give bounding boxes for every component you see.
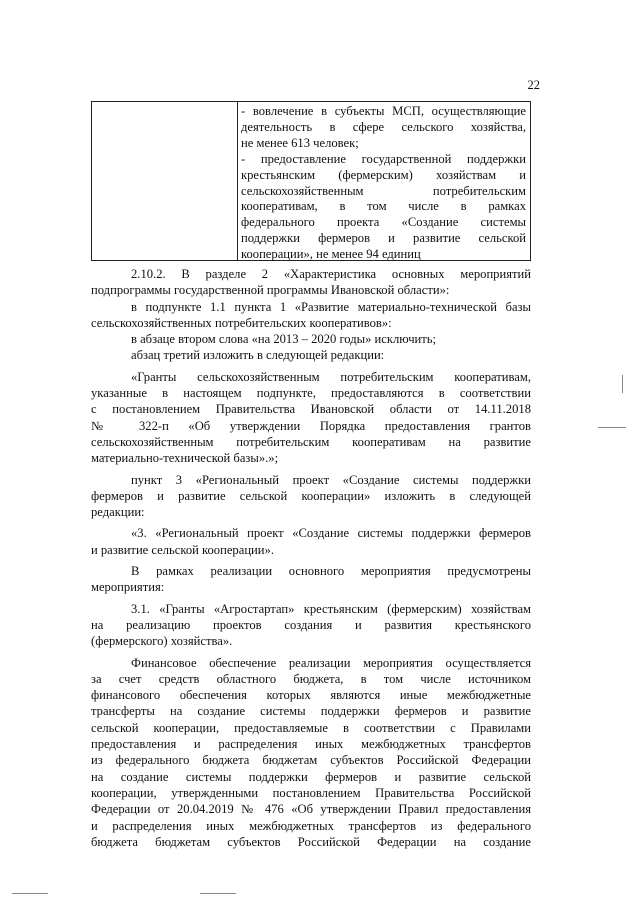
text-line: пункт 3 «Региональный проект «Создание системы поддержки	[131, 472, 531, 487]
table-line: кооперативам, в том числе в рамках	[241, 199, 526, 214]
table-line: поддержки фермеров и развитие сельской	[241, 231, 526, 246]
table-line: - предоставление государственной поддержки	[241, 151, 526, 166]
table-line: не менее 613 человек;	[241, 135, 359, 150]
text-line: 2.10.2. В разделе 2 «Характеристика основных мероприятий	[131, 267, 531, 281]
text-line: трансферты на создание системы поддержки фермеров и развитие	[91, 704, 531, 719]
paragraph-point-3	[91, 472, 531, 521]
scan-mark	[200, 893, 236, 894]
text-line: № 322-п «Об утверждении Порядка предоставления грантов	[91, 418, 531, 433]
text-line: и развитие сельской кооперации».	[91, 542, 274, 557]
paragraph-exclude-words: в абзаце втором слова «на 2013 – 2020 годы» исключить;	[131, 332, 437, 347]
scan-mark	[598, 427, 626, 428]
page-number: 22	[527, 78, 540, 92]
text-line: редакции:	[91, 505, 145, 520]
text-line: 3.1. «Гранты «Агростартап» крестьянским (фермерским) хозяйствам	[131, 601, 531, 616]
text-line: за счет средств областного бюджета, в том числе источником	[91, 671, 531, 686]
document-body	[91, 266, 531, 850]
table-line: сельскохозяйственным потребительским	[241, 183, 526, 198]
text-line: на создание системы поддержки фермеров и развитие сельской	[91, 769, 531, 784]
paragraph-financing	[91, 655, 531, 851]
scan-mark	[12, 893, 48, 894]
text-line: предоставления и распределения иных межбюджетных трансфертов	[91, 737, 531, 752]
text-line: в подпункте 1.1 пункта 1 «Развитие материально-технической базы	[131, 299, 531, 314]
table-line: деятельность в сфере сельского хозяйства,	[241, 119, 526, 134]
table-right-cell	[241, 104, 526, 263]
text-line: сельскохозяйственным потребительским кооперативам на развитие	[91, 434, 531, 449]
text-line: сельской кооперации, предоставляемые в соответствии с Правилами	[91, 720, 531, 735]
paragraph-grants-quote	[91, 369, 531, 467]
table-line: федерального проекта «Создание системы	[241, 215, 526, 230]
text-line: финансового обеспечения которых являются иные межбюджетные	[91, 688, 531, 703]
table-left-cell	[92, 102, 238, 260]
text-line: В рамках реализации основного мероприятия предусмотрены	[131, 564, 531, 579]
text-line: указанные в настоящем подпункте, предоставляются в соответствии	[91, 386, 531, 401]
text-line: «3. «Региональный проект «Создание системы поддержки фермеров	[131, 526, 531, 541]
text-line: фермеров и развитие сельской кооперации» изложить в следующей	[91, 488, 531, 503]
text-line: «Гранты сельскохозяйственным потребительским кооперативам,	[131, 369, 531, 384]
text-line: Финансовое обеспечение реализации мероприятия осуществляется	[131, 655, 531, 670]
text-line: с постановлением Правительства Ивановской области от 14.11.2018	[91, 402, 531, 417]
paragraph-3-1	[91, 601, 531, 650]
text-line: (фермерского) хозяйства».	[91, 634, 233, 649]
paragraph-measures	[91, 563, 531, 596]
paragraph-third-abzac: абзац третий изложить в следующей редакции:	[131, 348, 385, 363]
paragraph-regional-project	[91, 525, 531, 558]
scan-mark	[622, 375, 623, 393]
text-line: из федерального бюджета бюджетам субъектов Российской Федерации	[91, 753, 531, 768]
text-line: бюджета бюджетам субъектов Российской Федерации на создание	[91, 834, 531, 849]
paragraph-2-10-2	[91, 266, 531, 299]
table-line: крестьянским (фермерским) хозяйствам и	[241, 167, 526, 182]
continuation-table	[91, 101, 531, 261]
table-line: кооперации», не менее 94 единиц	[241, 247, 421, 262]
paragraph-subpoint-1-1	[91, 299, 531, 332]
text-line: подпрограммы государственной программы Ивановской области»:	[91, 283, 450, 298]
text-line: сельскохозяйственных потребительских кооперативов»:	[91, 315, 392, 330]
text-line: и распределения иных межбюджетных трансфертов из федерального	[91, 818, 531, 833]
text-line: кооперации, утвержденными постановлением Правительства Российской	[91, 785, 531, 800]
text-line: материально-технической базы».»;	[91, 451, 279, 466]
text-line: мероприятия:	[91, 580, 165, 595]
text-line: на реализацию проектов создания и развития крестьянского	[91, 617, 531, 632]
text-line: Федерации от 20.04.2019 № 476 «Об утверждении Правил предоставления	[91, 802, 531, 817]
table-line: - вовлечение в субъекты МСП, осуществляющие	[241, 104, 526, 118]
